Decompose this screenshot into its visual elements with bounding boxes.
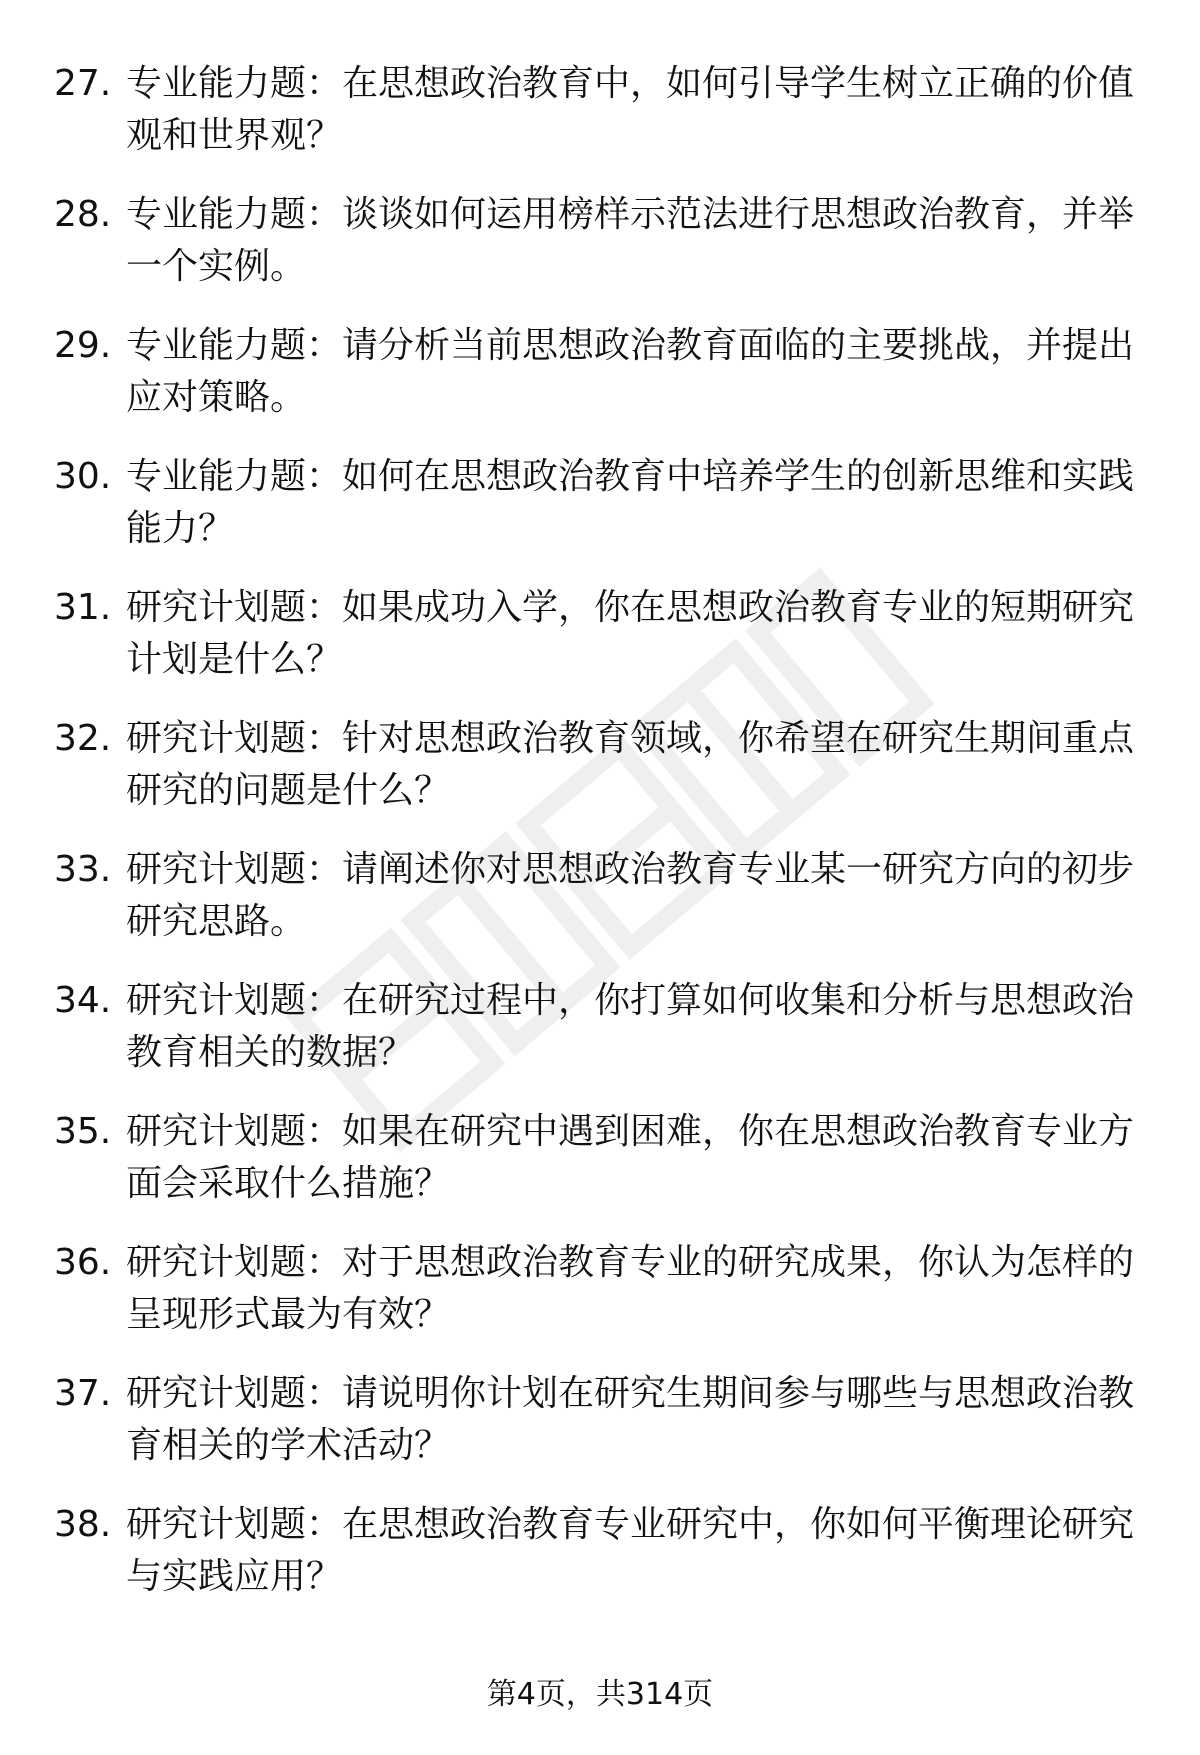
question-text: 专业能力题：在思想政治教育中，如何引导学生树立正确的价值观和世界观？: [126, 63, 1135, 156]
question-number: 37.: [54, 1373, 112, 1414]
question-number: 34.: [54, 980, 112, 1021]
question-text: 专业能力题：谈谈如何运用榜样示范法进行思想政治教育，并举一个实例。: [126, 194, 1135, 287]
question-text: 研究计划题：在思想政治教育专业研究中，你如何平衡理论研究与实践应用？: [126, 1504, 1135, 1597]
question-text: 研究计划题：请阐述你对思想政治教育专业某一研究方向的初步研究思路。: [126, 849, 1135, 942]
question-list: [54, 58, 1154, 1630]
question-number: 38.: [54, 1504, 112, 1545]
question-text: 研究计划题：如果成功入学，你在思想政治教育专业的短期研究计划是什么？: [126, 587, 1135, 680]
question-text: 研究计划题：对于思想政治教育专业的研究成果，你认为怎样的呈现形式最为有效？: [126, 1242, 1135, 1335]
list-item: [54, 1499, 1154, 1607]
page-indicator: 第4页，共314页: [486, 1677, 714, 1712]
list-item: [54, 1237, 1154, 1345]
list-item: [54, 189, 1154, 297]
question-text: 研究计划题：针对思想政治教育领域，你希望在研究生期间重点研究的问题是什么？: [126, 718, 1135, 811]
question-number: 31.: [54, 587, 112, 628]
question-number: 29.: [54, 325, 112, 366]
question-number: 32.: [54, 718, 112, 759]
question-text: 研究计划题：请说明你计划在研究生期间参与哪些与思想政治教育相关的学术活动？: [126, 1373, 1135, 1466]
list-item: [54, 844, 1154, 952]
list-item: [54, 975, 1154, 1083]
question-number: 28.: [54, 194, 112, 235]
list-item: [54, 320, 1154, 428]
question-number: 33.: [54, 849, 112, 890]
list-item: [54, 1368, 1154, 1476]
list-item: [54, 451, 1154, 559]
question-text: 专业能力题：如何在思想政治教育中培养学生的创新思维和实践能力？: [126, 456, 1135, 549]
question-number: 35.: [54, 1111, 112, 1152]
question-text: 专业能力题：请分析当前思想政治教育面临的主要挑战，并提出应对策略。: [126, 325, 1135, 418]
question-text: 研究计划题：如果在研究中遇到困难，你在思想政治教育专业方面会采取什么措施？: [126, 1111, 1135, 1204]
question-number: 27.: [54, 63, 112, 104]
question-number: 30.: [54, 456, 112, 497]
list-item: [54, 58, 1154, 166]
list-item: [54, 1106, 1154, 1214]
question-number: 36.: [54, 1242, 112, 1283]
list-item: [54, 713, 1154, 821]
question-text: 研究计划题：在研究过程中，你打算如何收集和分析与思想政治教育相关的数据？: [126, 980, 1135, 1073]
list-item: [54, 582, 1154, 690]
